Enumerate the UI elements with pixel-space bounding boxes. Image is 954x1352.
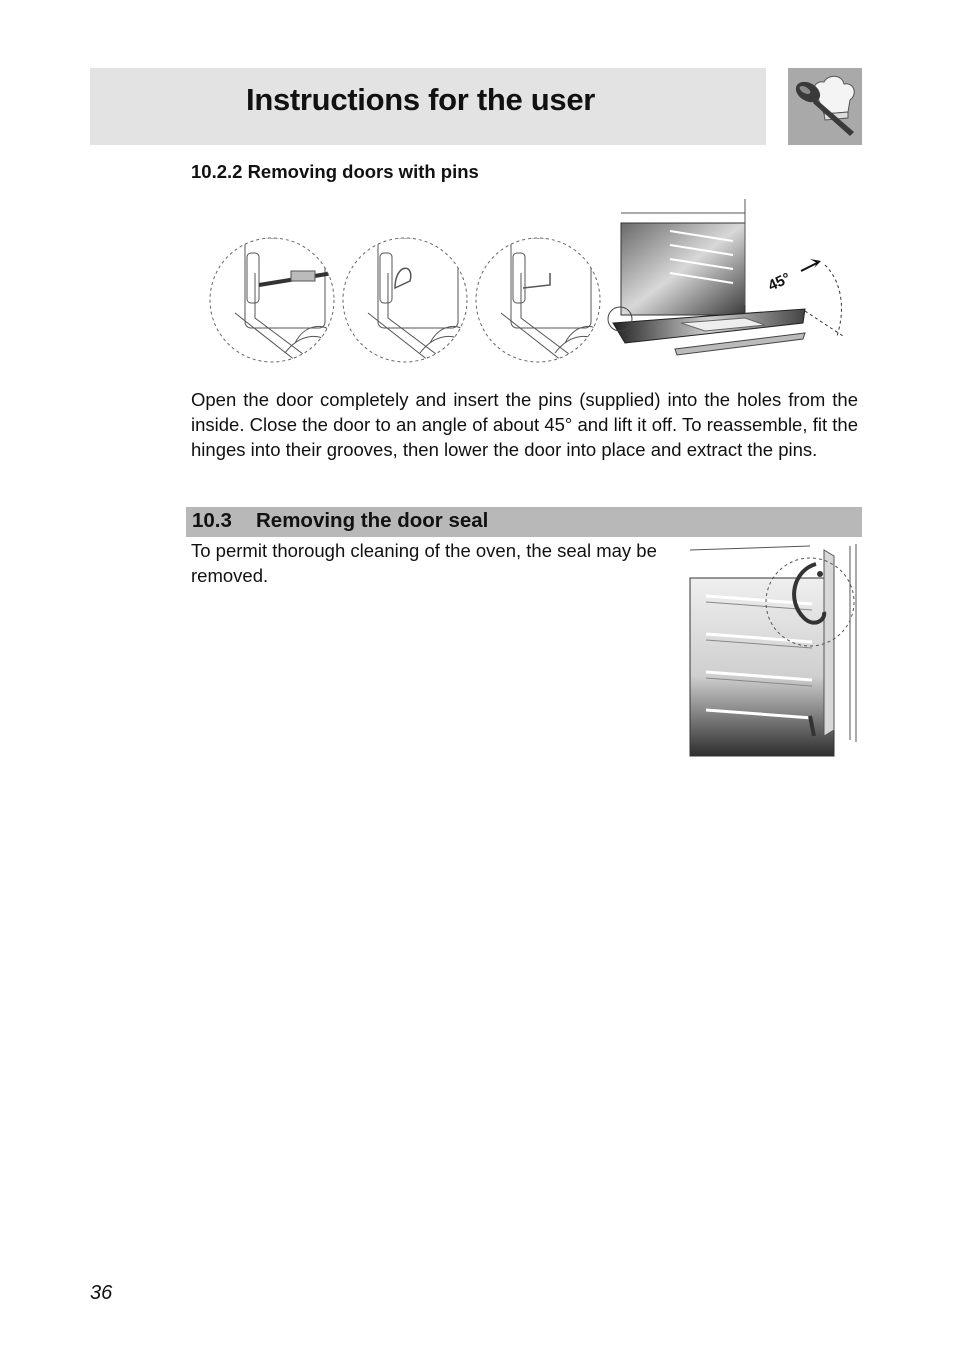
oven-door-seal-illustration (686, 540, 862, 767)
page-number: 36 (90, 1282, 113, 1304)
subsection-heading: 10.2.2 Removing doors with pins (191, 161, 479, 182)
page-title: Instructions for the user (246, 82, 596, 117)
spoon-chef-hat-icon (788, 68, 862, 145)
angle-label: 45° (765, 269, 794, 295)
door-removal-instructions: Open the door completely and insert the pins (supplied) into the holes from the inside. Close the door to an angle of about 45° and lift it off. To reassemble, fit the hinges into their grooves, then lower the door into place and extract the pins. (191, 389, 858, 460)
section-number: 10.3 (192, 509, 232, 532)
section-title: Removing the door seal (256, 509, 489, 532)
door-seal-instructions: To permit thorough cleaning of the oven, the seal may be removed. (191, 540, 657, 586)
oven-door-hinge-pins-illustration (205, 193, 845, 370)
